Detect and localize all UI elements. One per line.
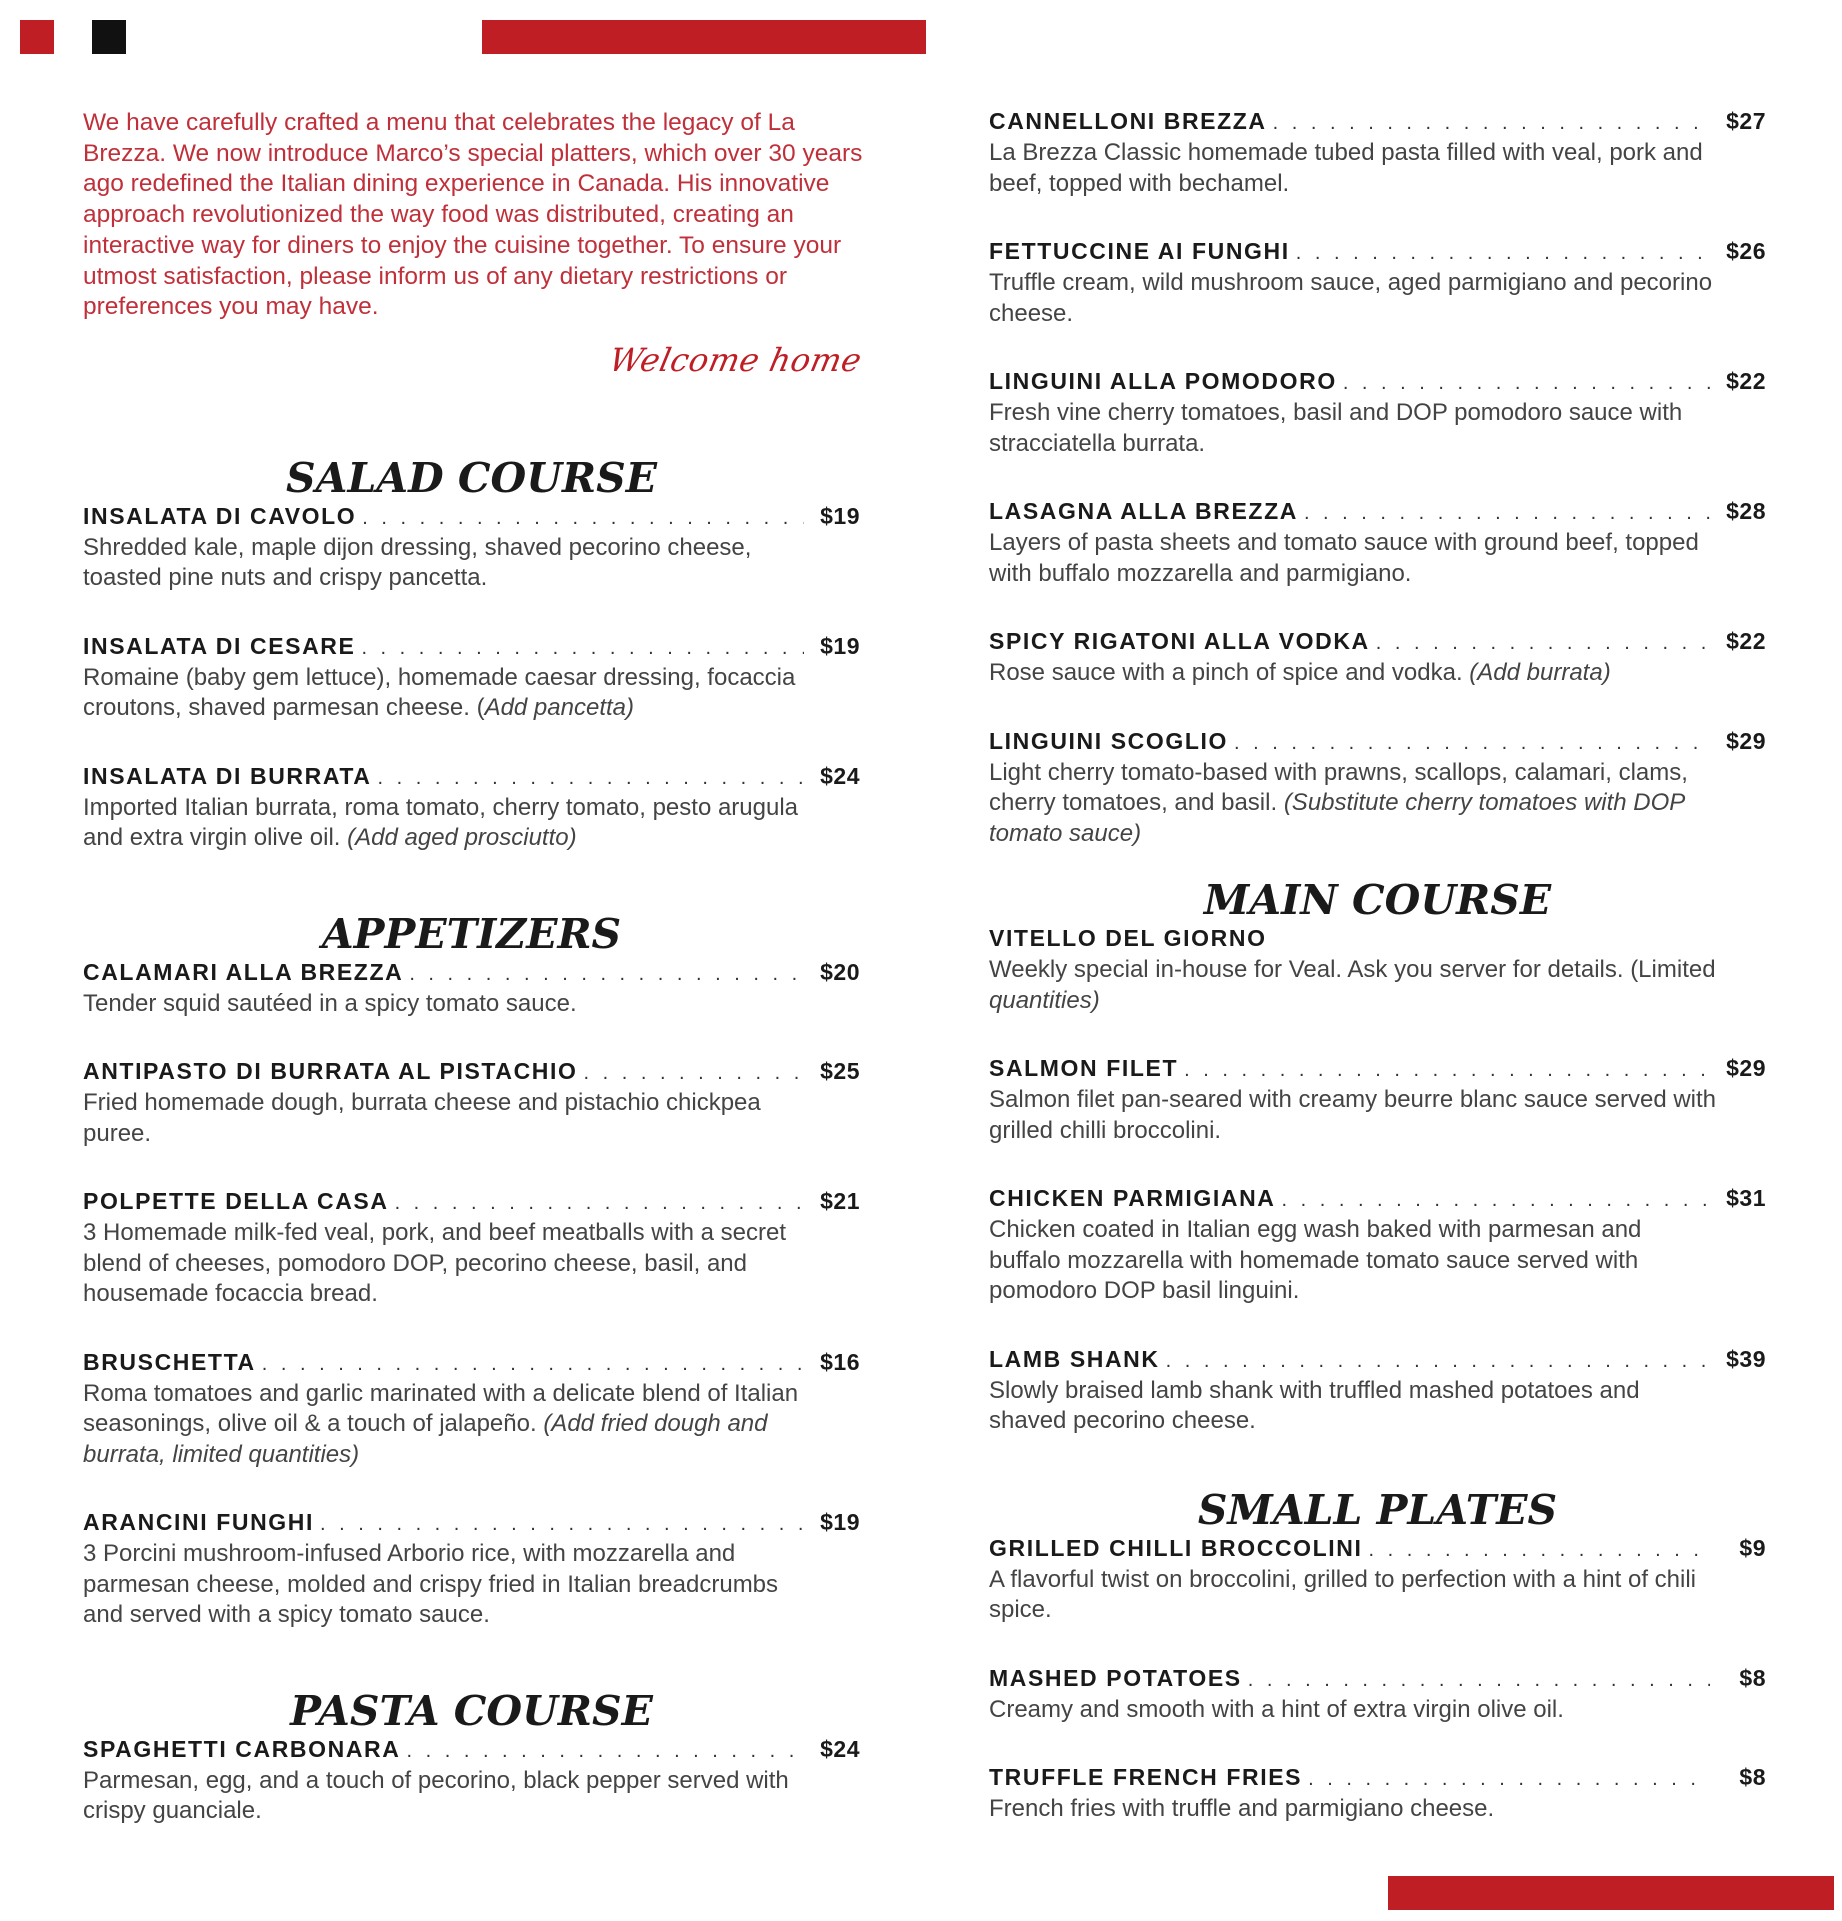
right-column [989, 100, 1766, 1825]
menu-item-description-text: Tender squid sautéed in a spicy tomato sauce. [83, 989, 577, 1017]
dot-leader [1304, 502, 1710, 525]
menu-item-description-text: 3 Porcini mushroom-infused Arborio rice, with mozzarella and parmesan cheese, molded and crispy fried in Italian breadcrumbs and served with a spicy tomato sauce. [83, 1540, 779, 1629]
menu-item-price: $27 [1726, 108, 1766, 134]
menu-item [83, 1188, 860, 1310]
section-title-main: MAIN COURSE [1203, 876, 1552, 924]
menu-item-note: (Add burrata) [1469, 659, 1611, 686]
dot-leader [377, 767, 804, 790]
small-plates-section [989, 1485, 1766, 1825]
dot-leader [1248, 1669, 1710, 1692]
menu-item [83, 763, 860, 854]
menu-item-description [989, 138, 1719, 199]
menu-item-header [989, 1185, 1766, 1215]
menu-item-name: INSALATA DI BURRATA [83, 762, 372, 789]
menu-item-price: $25 [820, 1058, 860, 1085]
menu-item-description [989, 1695, 1719, 1726]
menu-item-name: TRUFFLE FRENCH FRIES [989, 1764, 1303, 1790]
menu-item-note: Add pancetta) [484, 694, 634, 722]
menu-item-header [989, 1665, 1766, 1695]
menu-item-header [83, 763, 860, 793]
menu-item [989, 368, 1766, 459]
menu-item-header [989, 728, 1766, 758]
menu-item-header [989, 1535, 1766, 1565]
menu-item-header [83, 1736, 860, 1766]
menu-item-description-text: Parmesan, egg, and a touch of pecorino, black pepper served with crispy guanciale. [83, 1766, 789, 1825]
red-square-decoration [20, 20, 54, 54]
menu-item-description [989, 398, 1719, 459]
menu-item-name: SPICY RIGATONI ALLA VODKA [989, 628, 1370, 654]
menu-item [83, 633, 860, 724]
menu-item-description [989, 658, 1719, 689]
menu-item-price: $24 [820, 762, 860, 789]
menu-item-description-text: Chicken coated in Italian egg wash baked with parmesan and buffalo mozzarella with homemade tomato sauce served with pomodoro DOP basil linguini. [989, 1216, 1642, 1304]
menu-item-description-text: Slowly braised lamb shank with truffled mashed potatoes and shaved pecorino cheese. [989, 1376, 1640, 1434]
menu-item-description-text: Shredded kale, maple dijon dressing, shaved pecorino cheese, toasted pine nuts and crispy pancetta. [83, 533, 752, 592]
salad-section [83, 453, 860, 854]
bottom-red-bar-decoration [1388, 1876, 1834, 1910]
welcome-signature: Welcome home [605, 340, 866, 379]
menu-item-description-text: Roma tomatoes and garlic marinated with a delicate blend of Italian seasonings, olive oil & a touch of jalapeño. [83, 1379, 799, 1438]
menu-item-description-text: Light cherry tomato-based with prawns, scallops, calamari, clams, cherry tomatoes, and basil. [989, 758, 1688, 816]
menu-item-description [989, 1376, 1719, 1437]
menu-item-name: LINGUINI SCOGLIO [989, 727, 1228, 754]
section-title-small-plates: SMALL PLATES [1197, 1485, 1558, 1534]
menu-item-description [989, 1565, 1719, 1626]
menu-item-note: (Add aged prosciutto) [347, 824, 577, 852]
menu-item-description-text: Truffle cream, wild mushroom sauce, aged parmigiano and pecorino cheese. [989, 269, 1713, 327]
menu-item-description [83, 989, 813, 1020]
dot-leader [1184, 1059, 1710, 1082]
menu-item [83, 1509, 860, 1631]
menu-item-price: $16 [820, 1348, 860, 1375]
menu-item-description-text: Fried homemade dough, burrata cheese and pistachio chickpea puree. [83, 1089, 761, 1147]
menu-item-description [83, 1539, 813, 1631]
intro-paragraph: We have carefully crafted a menu that celebrates the legacy of La Brezza. We now introduce Marco’s special platters, which over 30 years ago redefined the Italian dining experience in Canada. His innovative approach revolutionized the way food was distributed, creating an interactive way for diners to enjoy the cuisine together. To ensure your utmost satisfaction, please inform us of any dietary restrictions or preferences you may have. [83, 109, 863, 321]
section-title-pasta: PASTA COURSE [290, 1686, 653, 1735]
section-title-appetizers: APPETIZERS [321, 909, 622, 958]
menu-item-price: $19 [820, 502, 860, 529]
section-title-salad: SALAD COURSE [286, 453, 657, 502]
menu-item-description [989, 268, 1719, 329]
menu-item-name: BRUSCHETTA [83, 1348, 256, 1375]
menu-item-header [989, 1055, 1766, 1085]
top-red-bar-decoration [482, 20, 926, 54]
pasta-section [83, 1686, 860, 1827]
menu-item [83, 503, 860, 594]
menu-item-price: $20 [820, 958, 860, 985]
menu-item [83, 1349, 860, 1471]
menu-item-name: CHICKEN PARMIGIANA [989, 1185, 1276, 1211]
menu-item [989, 498, 1766, 589]
menu-item-description-text: Fresh vine cherry tomatoes, basil and DOP pomodoro sauce with stracciatella burrata. [989, 399, 1683, 457]
menu-item-description [83, 1379, 813, 1471]
menu-item-name: SALMON FILET [989, 1055, 1179, 1081]
menu-item-name: CANNELLONI BREZZA [989, 108, 1267, 134]
menu-item-price: $29 [1726, 727, 1766, 754]
menu-item-description-text: Rose sauce with a pinch of spice and vodka. [989, 659, 1470, 686]
dot-leader [1166, 1350, 1710, 1373]
menu-item-description-text: Weekly special in-house for Veal. Ask you server for details. (Limited [989, 956, 1716, 983]
menu-item-description-text: Salmon filet pan-seared with creamy beurre blanc sauce served with grilled chilli broccolini. [989, 1086, 1717, 1144]
menu-item-description [989, 758, 1719, 850]
menu-item-price: $39 [1726, 1345, 1766, 1372]
menu-item-description [83, 793, 813, 854]
menu-item-header [989, 925, 1766, 955]
menu-item-description-text: Romaine (baby gem lettuce), homemade caesar dressing, focaccia croutons, shaved parmesan cheese. ( [83, 663, 796, 722]
dot-leader [361, 637, 804, 660]
menu-item-header [83, 1058, 860, 1088]
dot-leader [1234, 732, 1710, 755]
menu-item-price: $8 [1739, 1664, 1766, 1691]
dot-leader [583, 1062, 804, 1085]
menu-item-description [989, 528, 1719, 589]
menu-item-name: FETTUCCINE AI FUNGHI [989, 238, 1290, 264]
menu-item-header [83, 1509, 860, 1539]
menu-item-header [83, 633, 860, 663]
menu-item-name: CALAMARI ALLA BREZZA [83, 958, 404, 985]
menu-item [989, 728, 1766, 850]
menu-item-price: $24 [820, 1735, 860, 1762]
menu-item-description-text: Imported Italian burrata, roma tomato, cherry tomato, pesto arugula and extra virgin olive oil. [83, 793, 799, 852]
menu-item [989, 1185, 1766, 1307]
menu-item-description [989, 955, 1719, 1016]
menu-item-header [989, 368, 1766, 398]
menu-item-note: (Add fried dough and burrata, limited quantities) [83, 1410, 768, 1468]
menu-item-description-text: Creamy and smooth with a hint of extra virgin olive oil. [989, 1695, 1564, 1723]
menu-item-name: ARANCINI FUNGHI [83, 1509, 314, 1536]
menu-item-price: $22 [1726, 368, 1766, 394]
dot-leader [320, 1513, 804, 1536]
menu-item-note: (Substitute cherry tomatoes with DOP tomato sauce) [989, 789, 1685, 847]
menu-item [989, 1055, 1766, 1146]
dot-leader [362, 507, 804, 530]
menu-item-description [989, 1215, 1719, 1307]
menu-item-name: LAMB SHANK [989, 1345, 1160, 1372]
dot-leader [395, 1192, 804, 1215]
dot-leader [1273, 112, 1710, 135]
menu-item-price: $26 [1726, 238, 1766, 264]
menu-item-price: $29 [1726, 1055, 1766, 1081]
menu-item-description-text: 3 Homemade milk-fed veal, pork, and beef meatballs with a secret blend of cheeses, pomodoro DOP, pecorino cheese, basil, and housemade focaccia bread. [83, 1219, 786, 1308]
dot-leader [262, 1353, 804, 1376]
dot-leader [1281, 1189, 1710, 1212]
menu-item-name: MASHED POTATOES [989, 1664, 1242, 1691]
menu-item-header [83, 1188, 860, 1218]
menu-item-description-text: A flavorful twist on broccolini, grilled to perfection with a hint of chili spice. [989, 1565, 1697, 1623]
menu-item-header [989, 108, 1766, 138]
menu-item-description [989, 1085, 1719, 1146]
black-square-decoration [92, 20, 126, 54]
menu-item-description [83, 663, 813, 724]
menu-item [989, 1346, 1766, 1437]
menu-item [989, 925, 1766, 1016]
menu-item [989, 1535, 1766, 1626]
dot-leader [1296, 242, 1710, 265]
menu-item-price: $9 [1739, 1534, 1766, 1561]
menu-item [989, 628, 1766, 689]
menu-item-price: $21 [820, 1188, 860, 1215]
menu-item-note: quantities) [989, 986, 1100, 1014]
dot-leader [1376, 632, 1710, 655]
menu-item-header [989, 498, 1766, 528]
menu-item [989, 108, 1766, 199]
menu-item-price: $28 [1726, 498, 1766, 524]
menu-item-name: LINGUINI ALLA POMODORO [989, 368, 1337, 394]
menu-item-price: $19 [820, 632, 860, 659]
menu-item-price: $22 [1726, 628, 1766, 654]
menu-item [83, 1058, 860, 1149]
main-section [989, 875, 1766, 1437]
menu-item-name: POLPETTE DELLA CASA [83, 1188, 389, 1215]
menu-item-description [989, 1794, 1719, 1825]
left-column [83, 100, 866, 1827]
menu-item [989, 1764, 1766, 1825]
menu-item-description [83, 1766, 813, 1827]
menu-item-name: INSALATA DI CAVOLO [83, 502, 357, 529]
menu-item-description-text: French fries with truffle and parmigiano cheese. [989, 1795, 1495, 1822]
menu-item-header [989, 1764, 1766, 1794]
menu-item [83, 959, 860, 1020]
menu-item-header [83, 503, 860, 533]
menu-item-price: $8 [1739, 1764, 1766, 1790]
menu-item-price: $31 [1726, 1185, 1766, 1211]
dot-leader [1368, 1539, 1710, 1562]
menu-item-name: VITELLO DEL GIORNO [989, 925, 1267, 951]
menu-item-header [83, 959, 860, 989]
menu-item-header [989, 1346, 1766, 1376]
menu-item-name: SPAGHETTI CARBONARA [83, 1735, 401, 1762]
menu-item-description [83, 533, 813, 594]
menu-item-description [83, 1218, 813, 1310]
dot-leader [406, 1740, 804, 1763]
menu-item-description [83, 1088, 813, 1149]
menu-item [989, 238, 1766, 329]
menu-item [83, 1736, 860, 1827]
menu-item-description-text: Layers of pasta sheets and tomato sauce with ground beef, topped with buffalo mozzarella and parmigiano. [989, 529, 1699, 587]
menu-item [989, 1665, 1766, 1726]
menu-item-header [989, 238, 1766, 268]
dot-leader [409, 963, 804, 986]
menu-item-name: LASAGNA ALLA BREZZA [989, 498, 1298, 524]
menu-item-name: ANTIPASTO DI BURRATA AL PISTACHIO [83, 1058, 578, 1085]
menu-item-description-text: La Brezza Classic homemade tubed pasta filled with veal, pork and beef, topped with bechamel. [989, 139, 1703, 197]
menu-item-header [83, 1349, 860, 1379]
menu-item-name: INSALATA DI CESARE [83, 632, 356, 659]
dot-leader [1308, 1768, 1710, 1791]
dot-leader [1343, 372, 1710, 395]
menu-item-name: GRILLED CHILLI BROCCOLINI [989, 1534, 1363, 1561]
appetizers-section [83, 909, 860, 1631]
menu-item-price: $19 [820, 1509, 860, 1536]
menu-item-header [989, 628, 1766, 658]
